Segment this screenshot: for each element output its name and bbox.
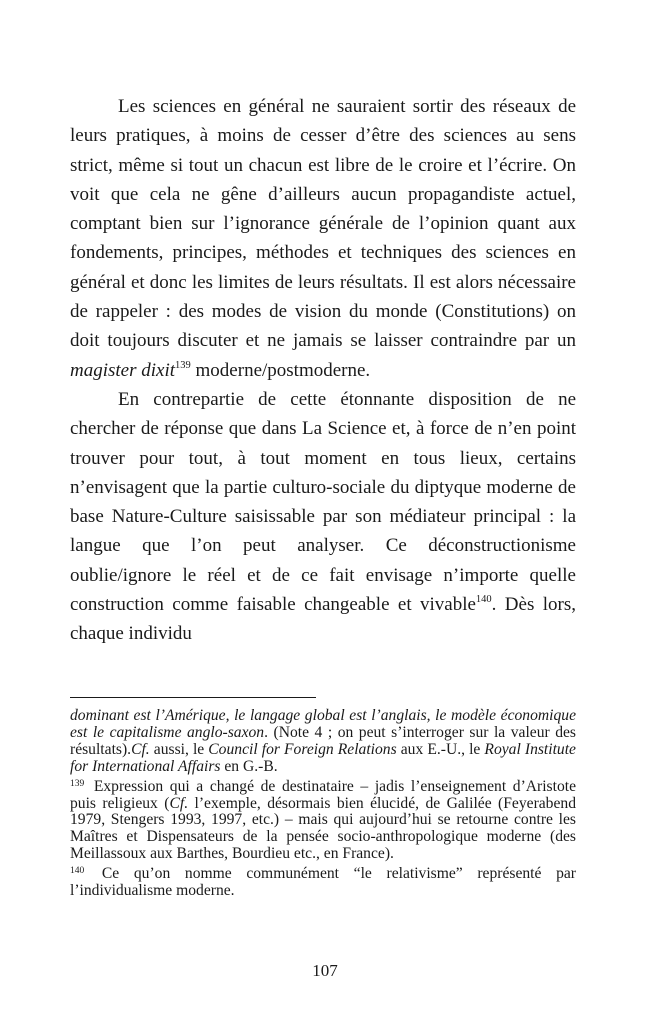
footnote-ref-140[interactable]: 140 <box>475 594 492 606</box>
paragraph-2-tail: . Dès lors, chaque individu <box>70 594 576 645</box>
paragraph-2 <box>70 385 576 649</box>
footnote-ref-139[interactable]: 139 <box>175 359 191 371</box>
royal-institute-title: Royal Institute for International Affairs <box>70 740 576 775</box>
footnote-139-text: Expression qui a changé de destinataire – jadis l’enseignement d’Aristote puis religieux ( <box>70 777 576 812</box>
council-title: Council for Foreign Relations <box>208 740 397 758</box>
footnote-140-text: Ce qu’on nomme communément “le relativisme” représenté par l’individualisme moderne. <box>70 865 576 900</box>
main-text <box>70 92 576 649</box>
paragraph-1 <box>70 92 576 385</box>
page-number: 107 <box>312 961 338 980</box>
cf-abbrev: Cf. <box>131 740 150 758</box>
footnote-cont-italic: dominant est l’Amérique, le langage global est l’anglais, le modèle économique est le capitalisme anglo-saxon <box>70 707 576 741</box>
cf-abbrev: Cf. <box>169 794 189 812</box>
footnote-139-text-2: l’exemple, désormais bien élucidé, de Galilée (Feyerabend 1979, Stengers 1993, 1997, etc.) – mais qui aujourd’hui se retourne contre les Maîtres et Dispensateurs de la pensée socio-anthropologique moderne (des Meillassoux aux Barthes, Bourdieu etc., en France). <box>70 794 576 863</box>
paragraph-2-text: En contrepartie de cette étonnante disposition de ne chercher de réponse que dans La Science et, à force de n’en point trouver pour tout, à tout moment en tous lieux, certains n’envisagent que la partie culturo-sociale du diptyque moderne de base Nature-Culture saisissable par son médiateur principal : la langue que l’on peut analyser. Ce déconstructionisme oublie/ignore le réel et de ce fait envisage n’importe quelle construction comme faisable changeable et vivable <box>70 388 576 616</box>
footnote-continued <box>70 708 576 776</box>
footnote-separator <box>70 697 316 698</box>
footnote-number: 140 <box>70 866 85 877</box>
footnote-number: 139 <box>70 778 85 789</box>
footnote-140 <box>70 866 576 900</box>
footnote-cont-text: . (Note 4 ; on peut s’interroger sur la valeur des résultats). <box>70 723 576 758</box>
footnote-139 <box>70 779 576 864</box>
magister-dixit-phrase: magister dixit <box>70 359 176 381</box>
paragraph-1-text: Les sciences en général ne sauraient sortir des réseaux de leurs pratiques, à moins de cesser d’être des sciences au sens strict, même si tout un chacun est libre de le croire et l’écrire. On voit que cela ne gêne d’ailleurs aucun propagandiste actuel, comptant bien sur l’ignorance générale de l’opinion quant aux fondements, principes, méthodes et techniques des sciences en général et donc les limites de leurs résultats. Il est alors nécessaire de rappeler : des modes de vision du monde (Constitutions) on doit toujours discuter et ne jamais se laisser contraindre par un <box>70 96 576 352</box>
footnote-cont-text-4: en G.-B. <box>220 757 278 775</box>
footnote-cont-text-3: aux E.-U., le <box>396 740 485 758</box>
footnotes <box>70 708 576 903</box>
paragraph-1-tail: moderne/postmoderne. <box>190 359 371 381</box>
footnote-cont-text-2: aussi, le <box>149 740 209 758</box>
